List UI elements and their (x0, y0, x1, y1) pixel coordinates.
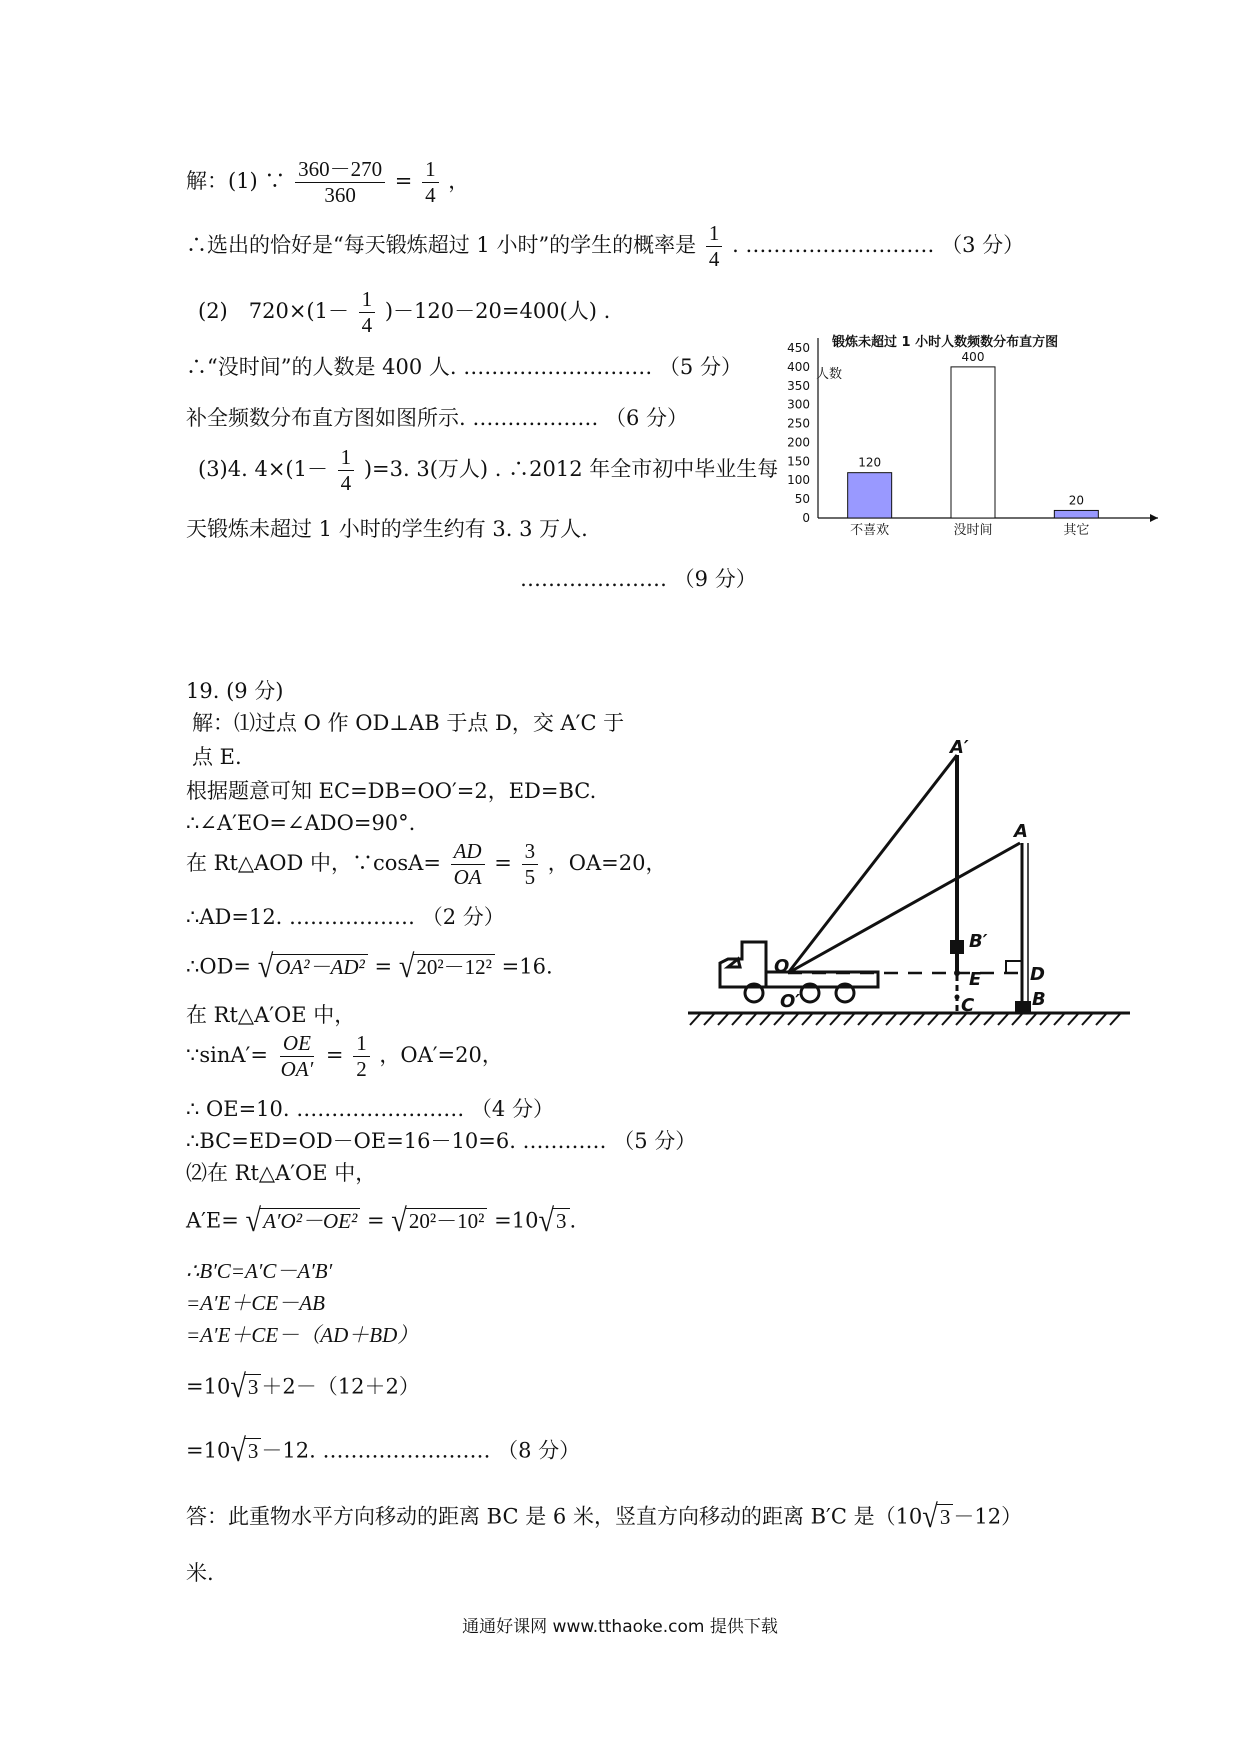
label-e: E (969, 969, 982, 990)
sol19-line13: A′E= √ A′O²－OE² = √ 20²－10² =10 √ 3 . (186, 1203, 577, 1240)
label-o-prime: O′ (780, 991, 801, 1012)
sqrt-expression: √ 3 (538, 1208, 569, 1236)
chart-title: 锻炼未超过 1 小时人数频数分布直方图 (832, 335, 1059, 350)
weight-b (1015, 1001, 1031, 1013)
bar (1054, 510, 1098, 518)
sol18-line7: 天锻炼未超过 1 小时的学生约有 3. 3 万人. (186, 517, 588, 541)
fraction: $\frac{OE}{OA'}$ (280, 1031, 314, 1082)
sol19-line4: ∴∠A′EO=∠ADO=90°. (186, 811, 416, 835)
answer-line: 答：此重物水平方向移动的距离 BC 是 6 米，竖直方向移动的距离 B′C 是（10 √ 3 －12） (186, 1499, 1023, 1536)
sol19-line2: 点 E. (192, 745, 242, 769)
sol19-line6: ∴AD=12. ……………… （2 分） (186, 905, 505, 929)
label-o: O (774, 956, 790, 977)
arm-oa-prime (788, 755, 957, 973)
label-c: C (961, 995, 975, 1016)
x-axis-arrow (1150, 514, 1158, 522)
sqrt-expression: √ 3 (230, 1438, 261, 1466)
crane-figure (680, 735, 1140, 1045)
sol18-line3: (2) 720×(1－ $\frac{1}{4}$ )－120－20=400(人) . (198, 287, 611, 338)
data-label: 120 (858, 455, 882, 470)
y-tick-label: 300 (787, 397, 810, 412)
sol18-line6: (3)4. 4×(1－ $\frac{1}{4}$ )=3. 3(万人) . ∴2012 年全市初中毕业生每 (198, 445, 779, 496)
y-tick-label: 400 (787, 359, 810, 374)
fraction: $\frac{1}{4}$ (706, 222, 723, 271)
sqrt-expression: √ 3 (230, 1374, 261, 1402)
sol19-line14: ∴B′C=A′C－A′B′ (186, 1259, 333, 1283)
fraction: $\frac{3}{5}$ (522, 840, 539, 889)
sol19-line3: 根据题意可知 EC=DB=OO′=2，ED=BC. (186, 779, 597, 803)
label-a: A (1014, 821, 1028, 842)
histogram-chart (770, 328, 1170, 593)
sol19-line17: =10 √ 3 ＋2－（12＋2） (186, 1369, 420, 1406)
bar (848, 473, 892, 518)
fraction: $\frac{1}{4}$ (422, 158, 439, 207)
label-b-prime: B′ (969, 931, 988, 952)
sol18-line8: ………………… （9 分） (520, 567, 757, 591)
fraction: $\frac{1}{2}$ (353, 1032, 370, 1081)
label-b: B (1032, 989, 1046, 1010)
y-tick-label: 0 (802, 511, 810, 525)
answer-line-end: 米. (186, 1561, 214, 1585)
sol19-line18: =10 √ 3 －12. …………………… （8 分） (186, 1433, 581, 1470)
sol19-line15: =A′E＋CE－AB (186, 1291, 325, 1315)
fraction: $\frac{1}{4}$ (359, 288, 376, 337)
label-d: D (1030, 964, 1045, 985)
ground-hatching (690, 1014, 1120, 1025)
y-axis-label: 人数 (816, 367, 843, 382)
sol19-line7: ∴OD= √ OA²－AD² = √ 20²－12² =16. (186, 949, 553, 986)
sol18-line5: 补全频数分布直方图如图所示. ……………… （6 分） (186, 406, 689, 430)
x-tick-label: 没时间 (953, 523, 993, 538)
sol19-line11: ∴BC=ED=OD－OE=16－10=6. ………… （5 分） (186, 1129, 697, 1153)
data-label: 400 (961, 349, 985, 364)
x-tick-labels (850, 522, 1089, 538)
y-tick-label: 250 (787, 416, 810, 431)
footer: 通通好课网 www.tthaoke.com 提供下载 (462, 1617, 778, 1637)
bar (951, 367, 995, 518)
fraction: $\frac{AD}{OA}$ (451, 840, 485, 889)
y-tick-label: 150 (787, 454, 810, 469)
sol18-line2: ∴选出的恰好是“每天锻炼超过 1 小时”的学生的概率是 $\frac{1}{4}$ . ……………………… （3 分） (186, 221, 1025, 272)
y-tick-label: 200 (787, 435, 810, 450)
y-tick-label: 50 (794, 492, 810, 507)
sqrt-expression: √ OA²－AD² (258, 954, 368, 982)
arm-oa (788, 843, 1020, 973)
sqrt-expression: √ 3 (922, 1504, 953, 1532)
sol19-line1: 解：⑴过点 O 作 OD⊥AB 于点 D，交 A′C 于 (192, 711, 625, 735)
label-a-prime: A′ (950, 737, 969, 758)
y-tick-label: 450 (787, 341, 810, 355)
sol18-line4: ∴“没时间”的人数是 400 人. ……………………… （5 分） (186, 355, 742, 379)
sol19-line9: ∵sinA′= $\frac{OE}{OA'}$ = $\frac{1}{2}$ ，OA′=20， (186, 1031, 503, 1082)
sol19-line16: =A′E＋CE－（AD＋BD） (186, 1323, 419, 1347)
fraction: $\frac{360-270}{360}$ (295, 158, 385, 207)
x-tick-label: 不喜欢 (850, 523, 890, 538)
sol18-line1: 解：(1) ∵ $\frac{360-270}{360}$ = $\frac{1}{4}$ ， (186, 157, 470, 208)
sqrt-expression: √ 20²－12² (399, 954, 495, 982)
fraction: $\frac{1}{4}$ (338, 446, 355, 495)
y-tick-label: 350 (787, 378, 810, 393)
y-tick-label: 100 (787, 473, 810, 488)
sol19-line10: ∴ OE=10. …………………… （4 分） (186, 1097, 554, 1121)
sqrt-expression: √ A′O²－OE² (246, 1208, 361, 1236)
data-label: 20 (1068, 493, 1084, 508)
sol19-line8: 在 Rt△A′OE 中， (186, 1003, 356, 1027)
sol19-header: 19. (9 分) (186, 679, 284, 703)
sol19-line12: ⑵在 Rt△A′OE 中， (186, 1161, 377, 1185)
sqrt-expression: √ 20²－10² (391, 1208, 487, 1236)
sol19-line5: 在 Rt△AOD 中，∵cosA= $\frac{AD}{OA}$ = $\frac{3}{5}$ ，OA=20， (186, 839, 667, 890)
bars (848, 350, 1099, 518)
y-ticks (787, 341, 810, 525)
x-tick-label: 其它 (1063, 523, 1090, 538)
weight-b-prime (950, 940, 964, 954)
